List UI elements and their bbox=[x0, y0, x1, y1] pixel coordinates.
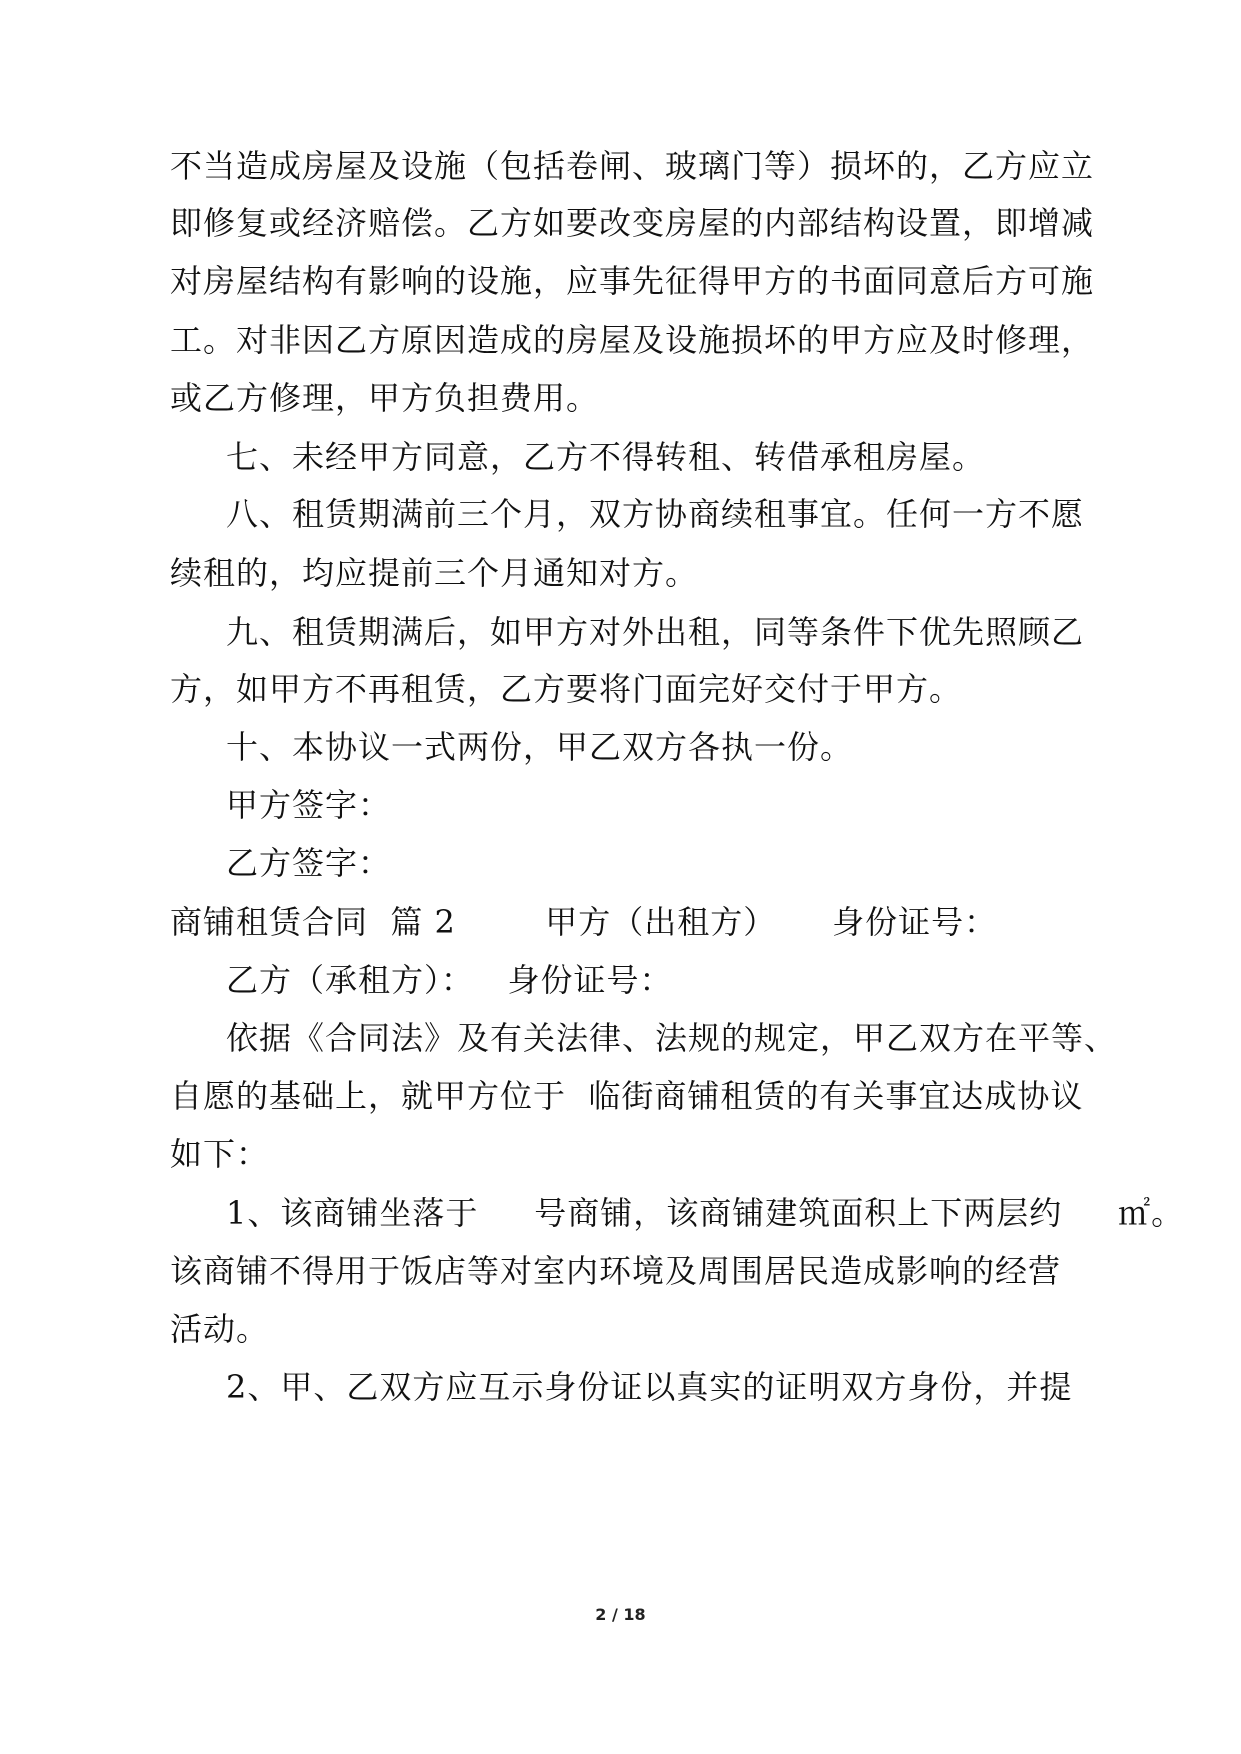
text-line: 如下： bbox=[170, 1135, 270, 1173]
text-line: 乙方签字： bbox=[226, 844, 392, 882]
text-line: 1、该商铺坐落于 号商铺，该商铺建筑面积上下两层约 ㎡。 bbox=[226, 1194, 1185, 1232]
text-line: 自愿的基础上，就甲方位于 临街商铺租赁的有关事宜达成协议 bbox=[170, 1077, 1084, 1115]
text-line: 或乙方修理，甲方负担费用。 bbox=[170, 379, 600, 417]
text-line: 2、甲、乙双方应互示身份证以真实的证明双方身份，并提 bbox=[226, 1368, 1073, 1406]
text-line: 活动。 bbox=[170, 1310, 270, 1348]
text-line: 七、未经甲方同意，乙方不得转租、转借承租房屋。 bbox=[226, 438, 986, 476]
page-number: 2 / 18 bbox=[595, 1605, 646, 1624]
text-line: 不当造成房屋及设施（包括卷闸、玻璃门等）损坏的，乙方应立 bbox=[170, 147, 1095, 185]
text-line: 该商铺不得用于饭店等对室内环境及周围居民造成影响的经营 bbox=[170, 1252, 1062, 1290]
text-line: 九、租赁期满后，如甲方对外出租，同等条件下优先照顾乙 bbox=[226, 613, 1085, 651]
text-line: 对房屋结构有影响的设施，应事先征得甲方的书面同意后方可施 bbox=[170, 262, 1095, 300]
text-line: 方，如甲方不再租赁，乙方要将门面完好交付于甲方。 bbox=[170, 670, 963, 708]
text-line: 工。对非因乙方原因造成的房屋及设施损坏的甲方应及时修理， bbox=[170, 321, 1095, 359]
text-line: 乙方（承租方）： 身份证号： bbox=[226, 961, 673, 999]
text-line: 甲方签字： bbox=[226, 786, 392, 824]
text-line: 八、租赁期满前三个月，双方协商续租事宜。任何一方不愿 bbox=[226, 495, 1085, 533]
text-line: 续租的，均应提前三个月通知对方。 bbox=[170, 554, 699, 592]
section-heading: 商铺租赁合同 篇 2 甲方（出租方） 身份证号： bbox=[170, 903, 998, 941]
text-line: 依据《合同法》及有关法律、法规的规定，甲乙双方在平等、 bbox=[226, 1019, 1118, 1057]
text-line: 十、本协议一式两份，甲乙双方各执一份。 bbox=[226, 728, 854, 766]
text-line: 即修复或经济赔偿。乙方如要改变房屋的内部结构设置，即增减 bbox=[170, 204, 1095, 242]
